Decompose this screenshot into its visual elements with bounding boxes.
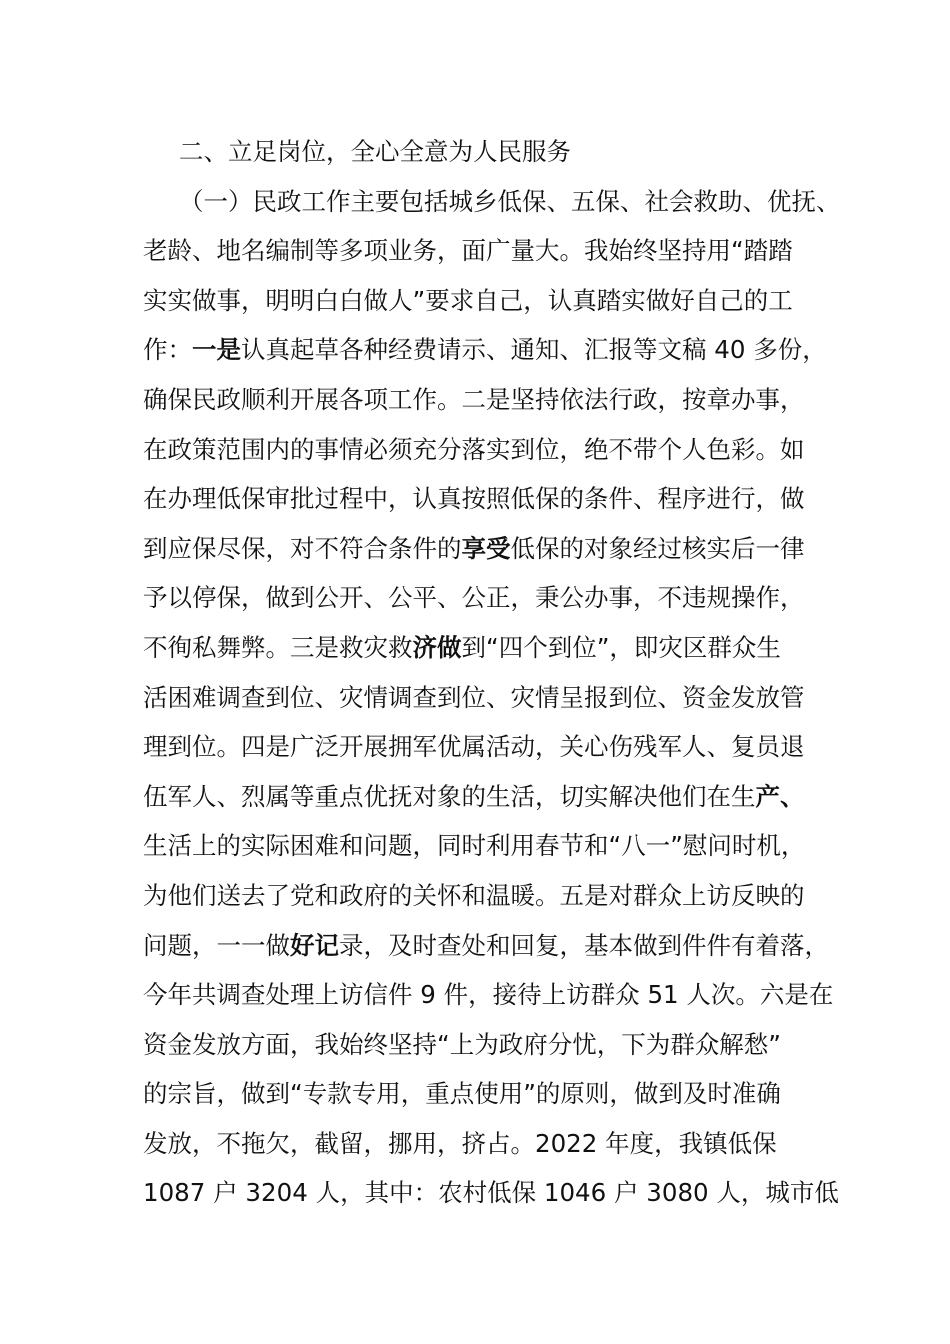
text-segment: 今年共调查处理上访信件 9 件，接待上访群众 51 人次。六是在 xyxy=(143,980,834,1010)
text-segment: 予以停保，做到公开、公平、公正，秉公办事，不违规操作， xyxy=(143,583,805,613)
text-segment: 录，及时查处和回复，基本做到件件有着落， xyxy=(339,930,829,960)
text-line xyxy=(143,177,841,227)
text-segment: 1087 户 3204 人，其中：农村低保 1046 户 3080 人，城市低 xyxy=(143,1178,839,1208)
bold-text: 济做 xyxy=(412,632,462,662)
text-line xyxy=(143,1168,839,1218)
text-segment: 在政策范围内的事情必须充分落实到位，绝不带个人色彩。如 xyxy=(143,434,805,464)
text-line xyxy=(143,623,833,673)
text-segment: 为他们送去了党和政府的关怀和温暖。五是对群众上访反映的 xyxy=(143,880,805,910)
text-line xyxy=(143,226,833,276)
bold-text: 一是 xyxy=(192,335,241,365)
text-line xyxy=(143,325,833,375)
text-line xyxy=(143,921,833,971)
text-line xyxy=(143,871,833,921)
text-segment: 在办理低保审批过程中，认真按照低保的条件、程序进行，做 xyxy=(143,484,805,514)
text-line xyxy=(143,375,833,425)
text-segment: 作： xyxy=(143,335,192,365)
text-line xyxy=(143,425,833,475)
text-segment: 实实做事，明明白白做人”要求自己，认真踏实做好自己的工 xyxy=(143,285,793,315)
text-line xyxy=(143,1119,833,1169)
text-line xyxy=(143,772,833,822)
section-heading xyxy=(143,127,833,177)
text-segment: 到应保尽保，对不符合条件的 xyxy=(143,533,462,563)
text-segment: 低保的对象经过核实后一律 xyxy=(510,533,805,563)
text-line xyxy=(143,673,833,723)
bold-text: 好记 xyxy=(290,930,339,960)
text-line xyxy=(143,1020,833,1070)
text-segment: 的宗旨，做到“专款专用，重点使用”的原则，做到及时准确 xyxy=(143,1079,781,1109)
bold-text: 享受 xyxy=(461,533,511,563)
text-line xyxy=(143,821,833,871)
text-segment: 发放，不拖欠，截留，挪用，挤占。2022 年度，我镇低保 xyxy=(143,1128,777,1158)
text-segment: 不徇私舞弊。三是救灾救 xyxy=(143,632,413,662)
text-segment: 伍军人、烈属等重点优抚对象的生活，切实解决他们在生 xyxy=(143,781,756,811)
text-line xyxy=(143,722,833,772)
text-line xyxy=(143,970,833,1020)
text-segment: 到“四个到位”，即灾区群众生 xyxy=(461,632,781,662)
text-segment: （一）民政工作主要包括城乡低保、五保、社会救助、优抚、 xyxy=(179,186,841,216)
text-line xyxy=(143,276,833,326)
text-line xyxy=(143,474,833,524)
text-line xyxy=(143,573,833,623)
text-segment: 资金发放方面，我始终坚持“上为政府分忧，下为群众解愁” xyxy=(143,1029,781,1059)
text-segment: 理到位。四是广泛开展拥军优属活动，关心伤残军人、复员退 xyxy=(143,732,805,762)
text-segment: 活困难调查到位、灾情调查到位、灾情呈报到位、资金发放管 xyxy=(143,682,805,712)
text-segment: 老龄、地名编制等多项业务，面广量大。我始终坚持用“踏踏 xyxy=(143,236,793,266)
paragraph xyxy=(143,177,841,1218)
text-segment: 认真起草各种经费请示、通知、汇报等文稿 40 多份， xyxy=(241,335,827,365)
bold-text: 产、 xyxy=(755,781,805,811)
text-segment: 问题，一一做 xyxy=(143,930,290,960)
text-line xyxy=(143,524,833,574)
text-line xyxy=(143,1069,833,1119)
text-segment: 生活上的实际困难和问题，同时利用春节和“八一”慰问时机， xyxy=(143,831,806,861)
document-body xyxy=(143,127,841,1218)
section-heading-text: 二、立足岗位，全心全意为人民服务 xyxy=(179,137,571,166)
text-segment: 确保民政顺利开展各项工作。二是坚持依法行政，按章办事， xyxy=(143,384,805,414)
